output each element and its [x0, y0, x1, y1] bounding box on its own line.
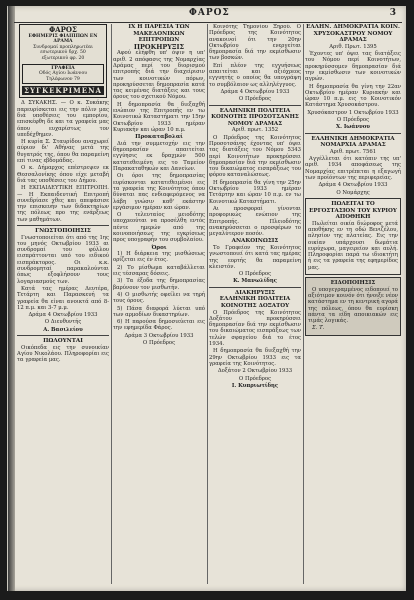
news-paragraph: Ο κ. Δήμαρχος επέστρεψεν εκ Θεσσαλονίκης όπου είχε μεταβή διά τας υποθέσεις του Δήμου.	[17, 165, 109, 184]
subheading: ΑΝΑΚΟΙΝΩΣΙΣ	[231, 238, 279, 245]
notice-date: Δράμα 4 Οκτωβρίου 1933	[318, 182, 388, 189]
divider	[209, 105, 301, 106]
ad-subheading: ΑΠΟΘΗΚΗ	[335, 214, 371, 221]
ad-heading: ΠΩΛΕΙΤΑΙ ΤΟ ΕΡΓΟΣΤΑΣΙΟΝ ΤΟΥ ΚΥΡΙΟΥ	[309, 200, 397, 214]
section-heading: ΕΛΛΗΝΙΚΗ ΠΟΛΙΤΕΙΑ	[219, 107, 291, 114]
subscription-ad	[19, 24, 107, 98]
news-paragraph: Η κυρία Σ. Σταυρίδου αναχωρεί αύριον δι' Αθήνας μετά της θυγατρός της, όπου θα παραμείνη επί τινας εβδομάδας.	[17, 139, 109, 165]
signature-initials: Σ. Τ.	[312, 325, 325, 332]
notice-paragraph: Το Γραφείον της Κοινότητος γνωστοποιεί ότι κατά τας ημέρας της εορτής θα παραμείνη κλειστόν.	[209, 244, 301, 270]
column-1	[17, 24, 109, 584]
signature-name: Ι. Κυπριωτίδης	[231, 382, 279, 389]
column-divider	[207, 24, 208, 584]
section-heading: ΕΛΛΗΝΙΚΗ ΠΟΛΙΤΕΙΑ ΚΟΙΝΟΤΗΣ ΔΟΞΑΤΟΥ	[219, 296, 291, 309]
notice-paragraph: Επί πλέον της εγγυήσεως απαιτείται και αξιόχρεος εγγυητής ο οποίος θα υπογράψη το συμβόλαιον ως αλληλέγγυος.	[209, 62, 301, 88]
notice-paragraph: Κοινότης Τημονίου Ξηρού. Ο Πρόεδρος της Κοινότητος ανακοινοί ότι την 20ην Οκτωβρίου ενεργείται δημοπρασία διά την εκμίσθωσιν των βοσκών.	[209, 24, 301, 62]
section-heading: ΔΙΑΚΗΡΥΞΙΣ	[234, 289, 276, 296]
section-heading: ΙΧ Η ΠΑΡΕΣΙΑ ΤΩΝ ΜΑΚΕΔΟΝΙΚΩΝ ΕΠΙΤΡΟΠΩΝ	[128, 24, 190, 44]
page-spine	[8, 6, 15, 591]
notice-date: Δράμα 4 Οκτωβρίου 1933	[220, 88, 290, 95]
notice-paragraph: Διά την συμμετοχήν εις την δημοπρασίαν απαιτείται εγγύησις εκ δραχμών 500 κατατεθειμένη εις το Ταμείον Παρακαταθηκών και Δανείων.	[113, 140, 205, 173]
section-heading: ΚΟΙΝΟΤΗΣ ΠΡΟΣΟΤΣΑΝΗΣ ΝΟΜΟΥ ΔΡΑΜΑΣ	[211, 114, 299, 127]
ad-text: Ο υπογεγραμμένος ειδοποιεί το αξιότιμον κοινόν ότι ήνοιξε νέον κατάστημα εν τη κεντρική αγορά της πόλεως, όπου θα ευρίσκη πάντα τα είδη αποικιακών εις τιμάς λογικάς.	[308, 286, 398, 325]
notice-paragraph: Η δημοπρασία θα γίνη την 25ην Οκτωβρίου 1933 ημέραν Τετάρτην και ώραν 10 π.μ. εν τω Κοινοτικώ Καταστήματι.	[209, 179, 301, 205]
masthead-title: ΦΑΡΟΣ	[189, 8, 230, 18]
signature-title: Ο Πρόεδρος	[336, 117, 370, 124]
divider	[17, 335, 109, 336]
news-paragraph: Κατά τας ημέρας Δευτέρα, Τετάρτη και Παρασκευή τα γραφεία θα είναι ανοικτά από 8-12 π.μ. και 3-7 μ.μ.	[17, 285, 109, 311]
protocol-number: Αριθ. πρωτ. 7561	[329, 148, 377, 155]
news-paragraph: Η ΕΚΠΑΙΔΕΥΤΙΚΗ ΕΠΙΤΡΟΠΗ. — Η Εκπαιδευτική Επιτροπή συνεδρίασε χθες και απεφάσισε την επισκευήν των διδακτηρίων της πόλεως προ της ενάρξεως των μαθημάτων.	[17, 185, 109, 223]
ad-line: εσωτερικού δρχ. 50	[40, 50, 86, 56]
divider	[305, 133, 401, 134]
column-3	[209, 24, 301, 584]
signature-name: Χ. Ιωάννου	[336, 124, 370, 131]
divider	[17, 225, 109, 226]
section-heading: ΕΛΛΗΝ. ΔΗΜΟΚΡΑΤΙΑ ΚΟΙΝ. ΧΡΥΣΟΚΑΣΤΡΟΥ ΝΟΜΟΥ ΔΡΑΜΑΣ	[306, 24, 400, 44]
column-4	[305, 24, 401, 584]
notice-paragraph: Η δημοπρασία θα διεξαχθή την 29ην Οκτωβρίου 1933 εις τα γραφεία της Κοινότητος.	[209, 348, 301, 367]
column-divider	[303, 24, 304, 584]
ad-subtitle: ΕΦΗΜΕΡΙΣ ΦΙΛΙΠΠΩΝ ΕΝ ΔΡΑΜΑ	[28, 33, 98, 45]
ad-title: ΦΑΡΟΣ	[49, 25, 77, 34]
advertisement-box	[305, 198, 401, 275]
column-2	[113, 24, 205, 584]
terms-item: 5) Πάσα διαφορά λύεται υπό των αρμοδίων δικαστηρίων.	[113, 305, 205, 318]
signature-title: Ο Πρόεδρος	[238, 96, 272, 103]
terms-item: 1) Η διάρκεια της μισθώσεως ορίζεται εις έν έτος.	[113, 251, 205, 264]
notice-date: Δράμα 3 Οκτωβρίου 1933	[124, 332, 194, 339]
notice-box	[305, 277, 401, 336]
section-heading: ΕΛΛΗΝΙΚΗ ΔΗΜΟΚΡΑΤΙΑ ΝΟΜΑΡΧΙΑ ΔΡΑΜΑΣ	[311, 135, 395, 149]
section-heading: ΓΝΩΣΤΟΠΟΙΗΣΙΣ	[35, 227, 91, 234]
ad-heading: ΕΙΔΟΠΟΙΗΣΙΣ	[330, 280, 376, 287]
signature-title: Ο Διευθυντής	[44, 319, 82, 326]
section-heading: ΠΩΛΟΥΝΤΑΙ	[43, 338, 83, 345]
subheading: Προκαταβολαί	[135, 134, 183, 141]
signature-name: Κ. Μανωλίδης	[233, 278, 277, 285]
notice-paragraph: Η δημοπρασία θα γίνη την 22αν Οκτωβρίου ημέραν Κυριακήν και ώραν 10 π.μ. εις το Κοινοτικόν Κατάστημα Χρυσοκάστρου.	[305, 83, 401, 109]
notice-paragraph: Οι όροι της δημοπρασίας ευρίσκονται κατατεθειμένοι εις τα γραφεία της Κοινότητος όπου δύναται πας ενδιαφερόμενος να λάβη γνώσιν καθ' εκάστην εργάσιμον ημέραν και ώραν.	[113, 173, 205, 211]
signature-name: Α. Βασιλείου	[43, 326, 83, 333]
terms-item: 3) Τα έξοδα της δημοπρασίας βαρύνουν τον μισθωτήν.	[113, 278, 205, 291]
notice-paragraph: Αφού ελήφθη υπ' όψιν η υπ' αριθ. 2 απόφασις της Νομαρχίας Δράμας περί του διορισμού επιτροπής διά την διαχείρισιν των κοινοτικών πόρων, προκηρύσσεται δημοπρασία κατά τας κειμένας διατάξεις και τους όρους του σχετικού Νόμου.	[113, 50, 205, 101]
ad-inner-line: Τηλέφωνον 79	[46, 76, 80, 82]
signature-title: Ο Πρόεδρος	[238, 375, 272, 382]
news-paragraph: Γνωστοποιείται ότι από της 1ης του μηνός Οκτωβρίου 1933 αι συνδρομαί του φύλλου εισπράττονται υπό του ειδικού εισπράκτορος. Οι κ.κ. συνδρομηταί παρακαλούνται όπως εξοφλήσουν τους λογαριασμούς των.	[17, 234, 109, 285]
signature-title: Ο Πρόεδρος	[238, 271, 272, 278]
signature-title: Ο Πρόεδρος	[142, 340, 176, 347]
ad-inner-line: Οδός Αγίου Ιωάννου	[38, 71, 88, 77]
notice-paragraph: Ο Πρόεδρος της Κοινότητος Προσοτσάνης έχοντας υπ' όψει τας διατάξεις του Νόμου 5343 περί Κοινοτήτων προκηρύσσει δημοπρασίαν διά την εκμίσθωσιν του δικαιώματος εισπράξεως του φόρου καταναλώσεως.	[209, 134, 301, 179]
subheading: Όροι	[151, 244, 167, 251]
ad-text: Πωλείται οικία διώροφος μετά αποθήκης εν τη οδώ Βενιζέλου, πλησίον της πλατείας. Εις την οικίαν υπάρχουσι δωμάτια ευρύχωρα, μαγειρείον και αυλή. Πληροφορίαι παρά τω ιδιοκτήτη ή εις τα γραφεία της εφημερίδος μας.	[308, 220, 398, 271]
notice-date: Χρυσόκαστρον 1 Οκτωβρίου 1933	[307, 109, 399, 116]
terms-item: 6) Η παρούσα δημοσιεύεται εις την εφημερίδα Φάρος.	[113, 319, 205, 332]
ad-line: εξωτερικού φρ. 20	[41, 55, 85, 61]
terms-item: 2) Το μίσθωμα καταβάλλεται εις τέσσαρας δόσεις.	[113, 264, 205, 278]
notice-date: Δράμα 4 Οκτωβρίου 1933	[28, 312, 98, 319]
protocol-number: Αριθ. πρωτ. 1352	[231, 127, 279, 134]
page-number: 3	[389, 8, 396, 18]
ad-line: Συνδρομαί προπληρωτέαι	[33, 44, 93, 50]
terms-item: 4) Ο μισθωτής οφείλει να τηρή τους όρους.	[113, 291, 205, 305]
notice-date: Δοξάτον 2 Οκτωβρίου 1933	[217, 368, 293, 375]
notice-paragraph: Αγγέλλεται ότι κατόπιν της υπ' αριθ. 1934 αποφάσεως της Νομαρχίας επιτρέπεται η εξαγωγή των προϊόντων της περιφερείας.	[305, 156, 401, 182]
column-divider	[111, 24, 112, 584]
ad-inner-box	[22, 64, 104, 85]
protocol-number: Αριθ. Πρωτ. 1395	[329, 43, 377, 50]
news-paragraph: Δ ΣΥΚΑΚΗΣ. — Ο κ. Συκάκης παρευρίσκεται εις την πόλιν μας διά υποθέσεις του εμπορίου, επισκέφθη δε και τα γραφεία μας όπου ευχαρίστως τον υπεδέχθημεν.	[17, 100, 109, 138]
ad-banner: ΣΥΓΚΕΚΡΙΜΕΝΑ	[22, 86, 104, 95]
notice-paragraph: Έχοντες υπ' όψει τας διατάξεις του Νόμου περί Κοινοτήτων, προκηρύσσομεν δημοπρασίαν διά την εκμίσθωσιν των κοινοτικών αγρών.	[305, 51, 401, 83]
news-paragraph: Οικόπεδα εις την συνοικίαν Αγίου Νικολάου. Πληροφορίαι εις τα γραφεία μας.	[17, 344, 109, 364]
masthead	[14, 8, 402, 23]
notice-paragraph: Ο τελευταίος μειοδότης υποχρεούται να προσέλθη εντός πέντε ημερών από της κοινοποιήσεως της εγκρίσεως προς υπογραφήν του συμβολαίου.	[113, 212, 205, 244]
divider	[209, 287, 301, 288]
signature-title: Ο Νομάρχης	[336, 189, 370, 196]
notice-paragraph: Αι προσφοραί γίνονται προφορικώς ενώπιον της Επιτροπής. Πλειοδότης ανακηρύσσεται ο προσφέρων το μεγαλύτερον ποσόν.	[209, 205, 301, 238]
notice-paragraph: Η δημοπρασία θα διεξαχθή ενώπιον της Επιτροπής εν τω Κοινοτικώ Καταστήματι την 15ην Οκτωβρίου 1933 ημέραν Κυριακήν και ώραν 10 π.μ.	[113, 101, 205, 133]
notice-paragraph: Ο Πρόεδρος της Κοινότητος Δοξάτου προκηρύσσει δημοπρασίαν διά την εκμίσθωσιν του δικαιώματος εισπράξεως των τελών σφαγείου διά το έτος 1934.	[209, 309, 301, 348]
ad-inner-title: ΓΡΑΦΕΙΑ	[51, 65, 75, 71]
section-heading: ΠΡΟΚΗΡΥΞΙΣ	[133, 42, 185, 51]
